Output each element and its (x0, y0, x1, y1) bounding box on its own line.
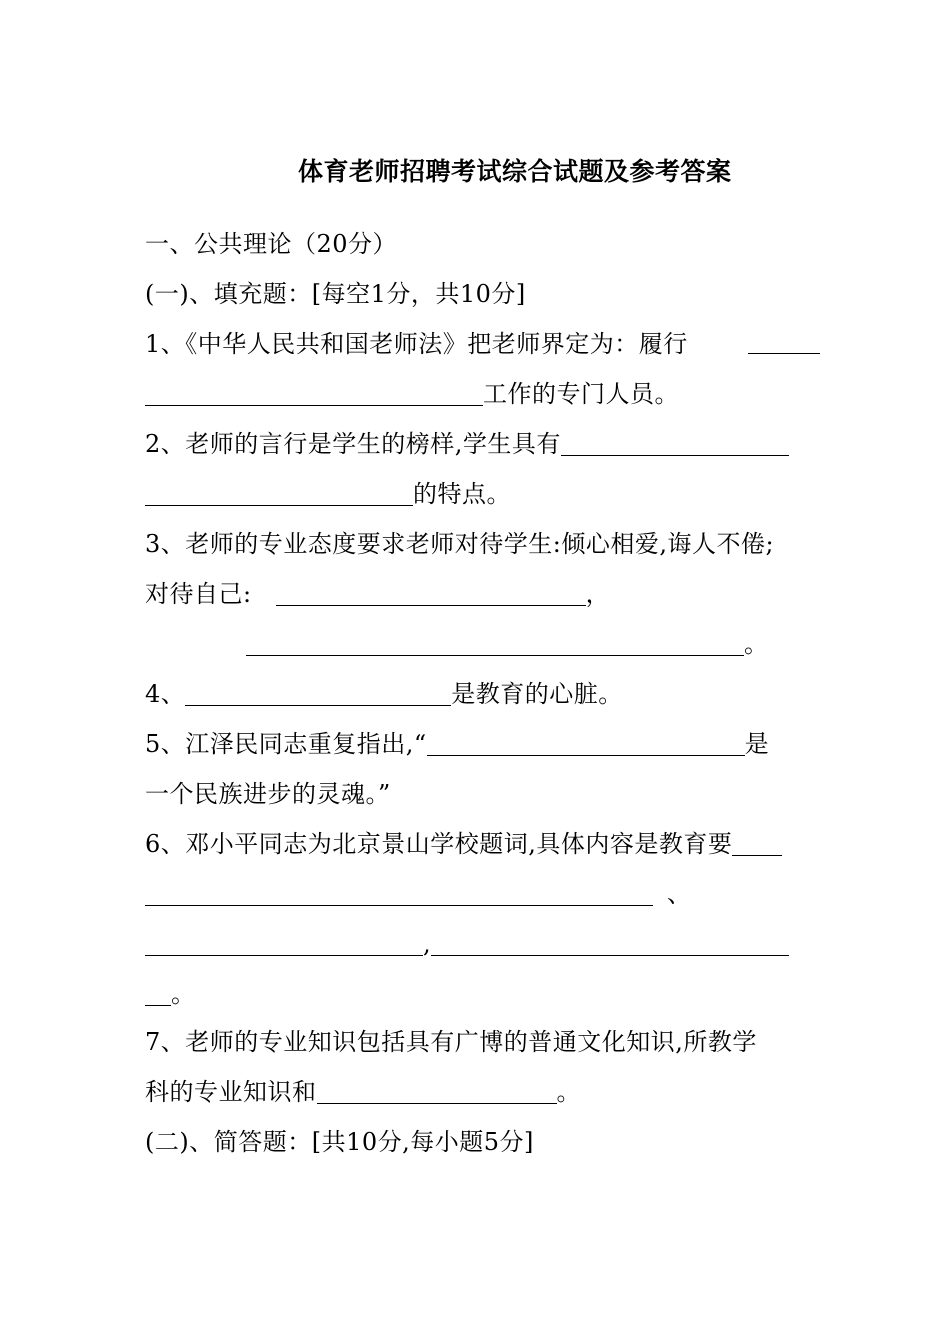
question-1-line-2 (145, 374, 679, 414)
question-3-end: 。 (744, 630, 769, 658)
question-5-blank (427, 727, 745, 756)
question-2-line-2 (145, 474, 511, 514)
question-5-tail: 是 (744, 730, 770, 758)
question-6-blank-e (145, 977, 171, 1006)
question-5-text: 5、江泽民同志重复指出,“ (145, 730, 427, 758)
question-6-blank-c (145, 927, 423, 956)
question-1-blank-b (145, 377, 483, 406)
question-7-end: 。 (556, 1078, 581, 1106)
question-6-line-3 (145, 924, 789, 964)
question-6-blank-b (145, 877, 653, 906)
question-3-line-2 (145, 574, 610, 614)
section-heading-public-theory: 一、公共理论（20分） (145, 230, 398, 258)
question-2-blank-b (145, 477, 413, 506)
question-2-text: 2、老师的言行是学生的榜样,学生具有 (145, 430, 561, 458)
question-1-blank-a (748, 353, 820, 354)
question-3-line-1: 3、老师的专业态度要求老师对待学生:倾心相爱,诲人不倦; (145, 530, 775, 558)
question-7-text: 科的专业知识和 (145, 1078, 317, 1106)
question-4-blank (185, 677, 451, 706)
question-2-line-1 (145, 424, 789, 464)
question-6-blank-a (732, 827, 782, 856)
question-6-sep-1: 、 (667, 880, 692, 908)
question-4-tail: 是教育的心脏。 (451, 680, 623, 708)
question-5-line-2: 一个民族进步的灵魂。” (145, 780, 391, 808)
question-1-line-1 (145, 324, 688, 364)
question-2-tail: 的特点。 (413, 480, 511, 508)
short-answer-heading: (二)、简答题：[共10分,每小题5分] (145, 1128, 534, 1156)
question-3-blank-a (276, 577, 586, 606)
question-1-text: 1、《中华人民共和国老师法》把老师界定为：履行 (145, 330, 688, 358)
document-title: 体育老师招聘考试综合试题及参考答案 (298, 157, 732, 186)
question-3-blank-b (246, 627, 744, 656)
question-3-line-3 (246, 624, 769, 664)
question-7-blank (317, 1075, 557, 1104)
question-4-line (145, 674, 623, 714)
fill-in-heading: (一)、填充题：[每空1分，共10分] (145, 280, 526, 308)
question-3-comma: ， (585, 580, 611, 608)
question-2-blank-a (561, 427, 789, 456)
question-3-label: 对待自己: (145, 580, 252, 608)
question-6-line-4 (145, 974, 196, 1014)
question-6-line-2 (145, 874, 692, 914)
question-4-num: 4、 (145, 680, 186, 708)
question-7-line-1: 7、老师的专业知识包括具有广博的普通文化知识,所教学 (145, 1028, 757, 1056)
question-6-text: 6、邓小平同志为北京景山学校题词,具体内容是教育要 (145, 830, 733, 858)
question-6-sep-2: , (423, 930, 432, 958)
question-5-line-1 (145, 724, 769, 764)
question-6-line-1 (145, 824, 782, 864)
question-6-blank-d (431, 927, 789, 956)
question-7-line-2 (145, 1072, 581, 1112)
question-1-tail: 工作的专门人员。 (483, 380, 679, 408)
question-6-end: 。 (171, 980, 196, 1008)
